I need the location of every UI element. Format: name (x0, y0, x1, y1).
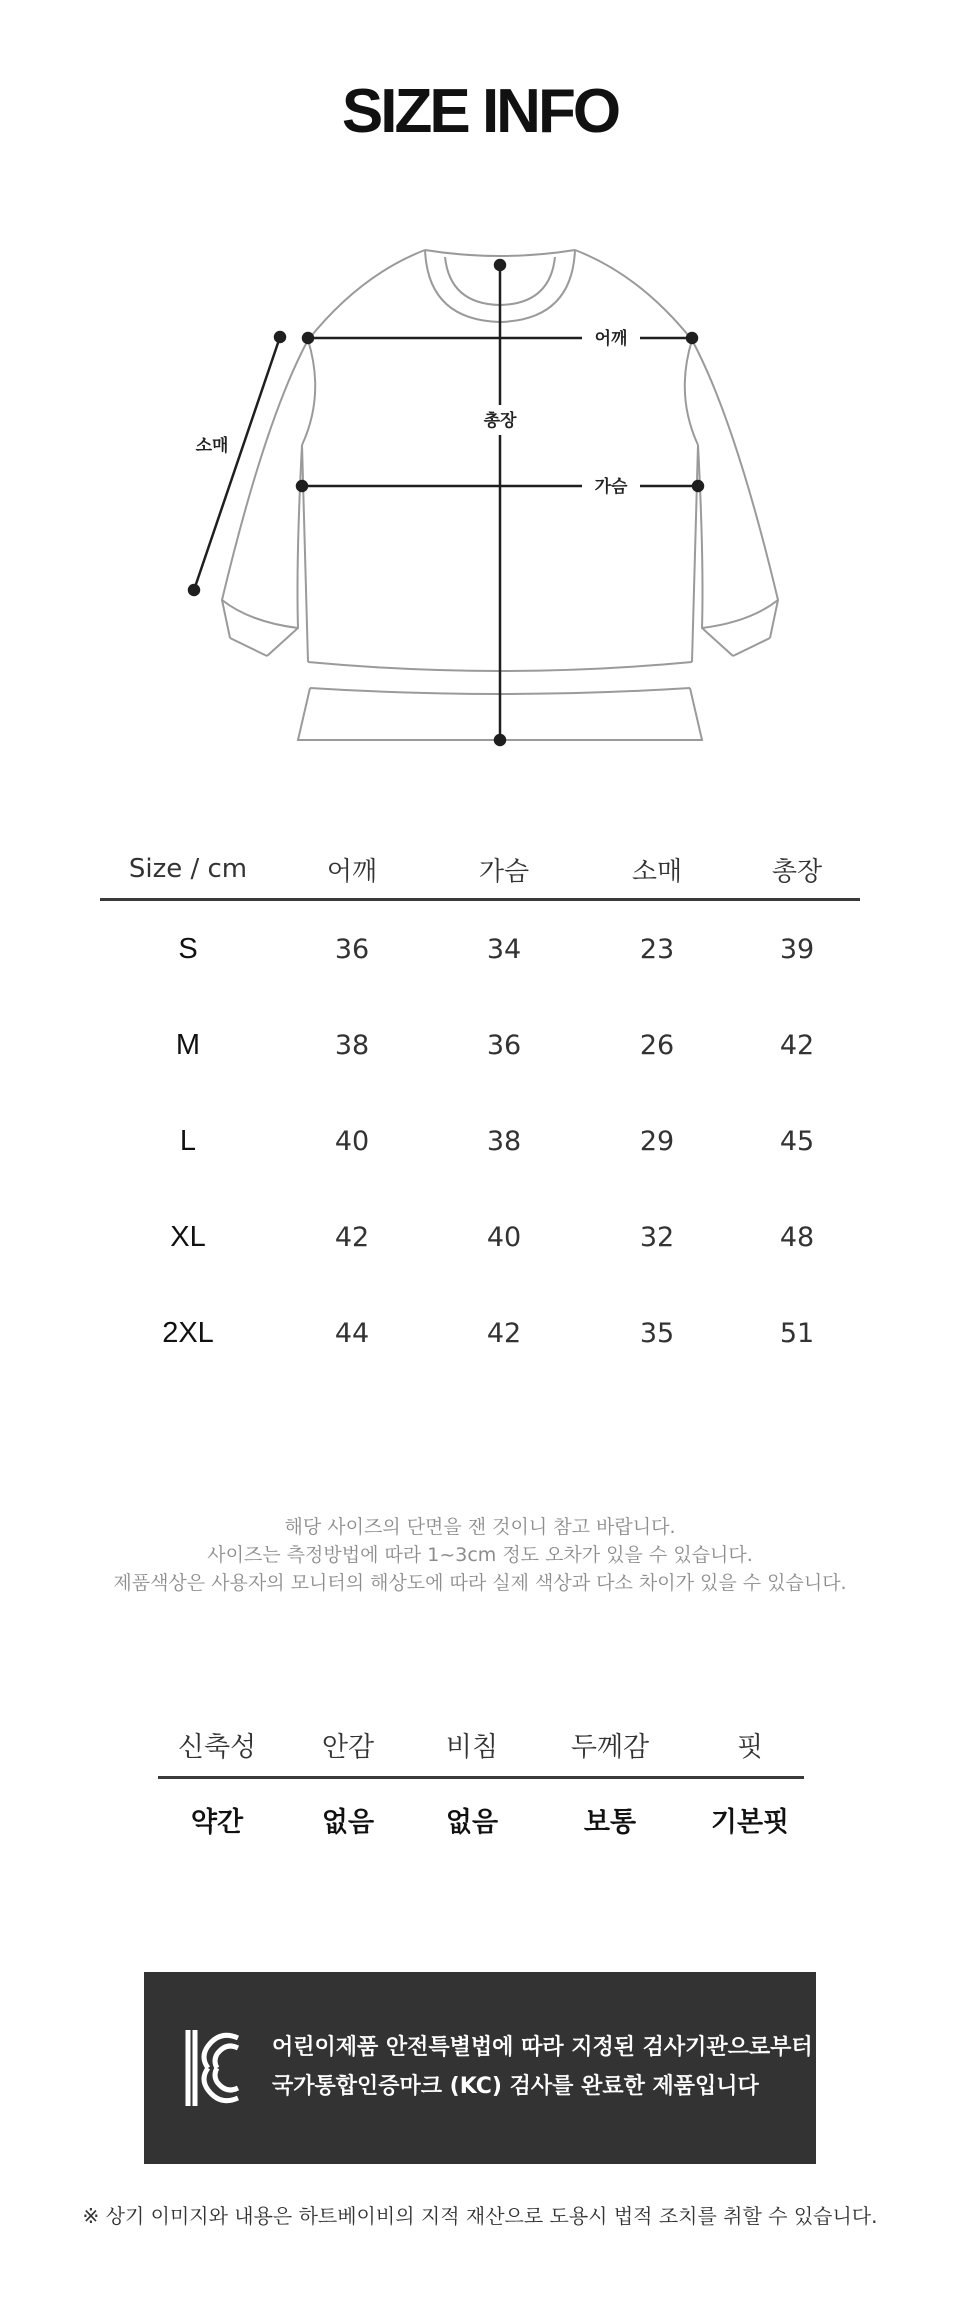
size-cell: 2XL (162, 1316, 214, 1349)
value-cell: 35 (639, 1317, 675, 1349)
kc-certification-icon (184, 2026, 242, 2110)
table-row (100, 1189, 860, 1285)
thickness-value: 보통 (583, 1806, 637, 1838)
value-cell: 32 (639, 1221, 675, 1253)
length-label: 총장 (483, 411, 517, 431)
header-sleeve: 소매 (580, 840, 734, 900)
lining-value: 없음 (321, 1806, 375, 1838)
size-cell: M (175, 1028, 201, 1061)
kc-certification-box (144, 1972, 816, 2164)
value-cell: 42 (334, 1221, 370, 1253)
page-title: SIZE INFO (341, 77, 619, 146)
value-cell: 48 (779, 1221, 815, 1253)
value-cell: 44 (334, 1317, 370, 1349)
value-cell: 26 (639, 1029, 675, 1061)
table-row (100, 1285, 860, 1381)
sweatshirt-diagram (170, 230, 790, 770)
value-cell: 42 (486, 1317, 522, 1349)
value-cell: 34 (486, 933, 522, 965)
value-cell: 51 (779, 1317, 815, 1349)
shoulder-label: 어깨 (594, 329, 628, 349)
header-chest: 가슴 (428, 840, 580, 900)
header-fit: 핏 (696, 1712, 804, 1778)
value-cell: 38 (486, 1125, 522, 1157)
size-cell: XL (170, 1220, 206, 1253)
table-row (100, 900, 860, 998)
value-cell: 39 (779, 933, 815, 965)
value-cell: 40 (334, 1125, 370, 1157)
sleeve-label: 소매 (195, 436, 229, 456)
value-cell: 38 (334, 1029, 370, 1061)
size-cell: L (179, 1124, 197, 1157)
value-cell: 40 (486, 1221, 522, 1253)
value-cell: 42 (779, 1029, 815, 1061)
sheerness-value: 없음 (445, 1806, 499, 1838)
value-cell: 23 (639, 933, 675, 965)
copyright-notice: ※ 상기 이미지와 내용은 하트베이비의 지적 재산으로 도용시 법적 조치를 취할 수 있습니다. (82, 2204, 878, 2228)
kc-text (272, 2028, 813, 2106)
value-cell: 29 (639, 1125, 675, 1157)
value-cell: 36 (334, 933, 370, 965)
header-lining: 안감 (276, 1712, 420, 1778)
header-size: Size / cm (100, 840, 276, 900)
stretch-value: 약간 (190, 1806, 244, 1838)
table-row (100, 1093, 860, 1189)
note-line: 해당 사이즈의 단면을 잰 것이니 참고 바랍니다. (284, 1516, 676, 1538)
fabric-values (158, 1778, 804, 1860)
chest-label: 가슴 (594, 477, 628, 497)
size-notes (0, 1513, 960, 1597)
header-length: 총장 (734, 840, 860, 900)
fabric-header (158, 1712, 804, 1778)
value-cell: 45 (779, 1125, 815, 1157)
header-thickness: 두께감 (524, 1712, 696, 1778)
header-shoulder: 어깨 (276, 840, 428, 900)
kc-text-line: 국가통합인증마크 (KC) 검사를 완료한 제품입니다 (272, 2074, 759, 2099)
header-stretch: 신축성 (158, 1712, 276, 1778)
fabric-info-table (158, 1712, 804, 1859)
size-table-header (100, 840, 860, 900)
fit-value: 기본핏 (710, 1806, 790, 1838)
kc-text-line: 어린이제품 안전특별법에 따라 지정된 검사기관으로부터 (272, 2035, 813, 2060)
size-table (100, 840, 860, 1381)
value-cell: 36 (486, 1029, 522, 1061)
size-cell: S (178, 932, 198, 965)
note-line: 사이즈는 측정방법에 따라 1~3cm 정도 오차가 있을 수 있습니다. (207, 1544, 753, 1566)
note-line: 제품색상은 사용자의 모니터의 해상도에 따라 실제 색상과 다소 차이가 있을 수 있습니다. (113, 1572, 847, 1594)
header-sheerness: 비침 (420, 1712, 524, 1778)
table-row (100, 997, 860, 1093)
